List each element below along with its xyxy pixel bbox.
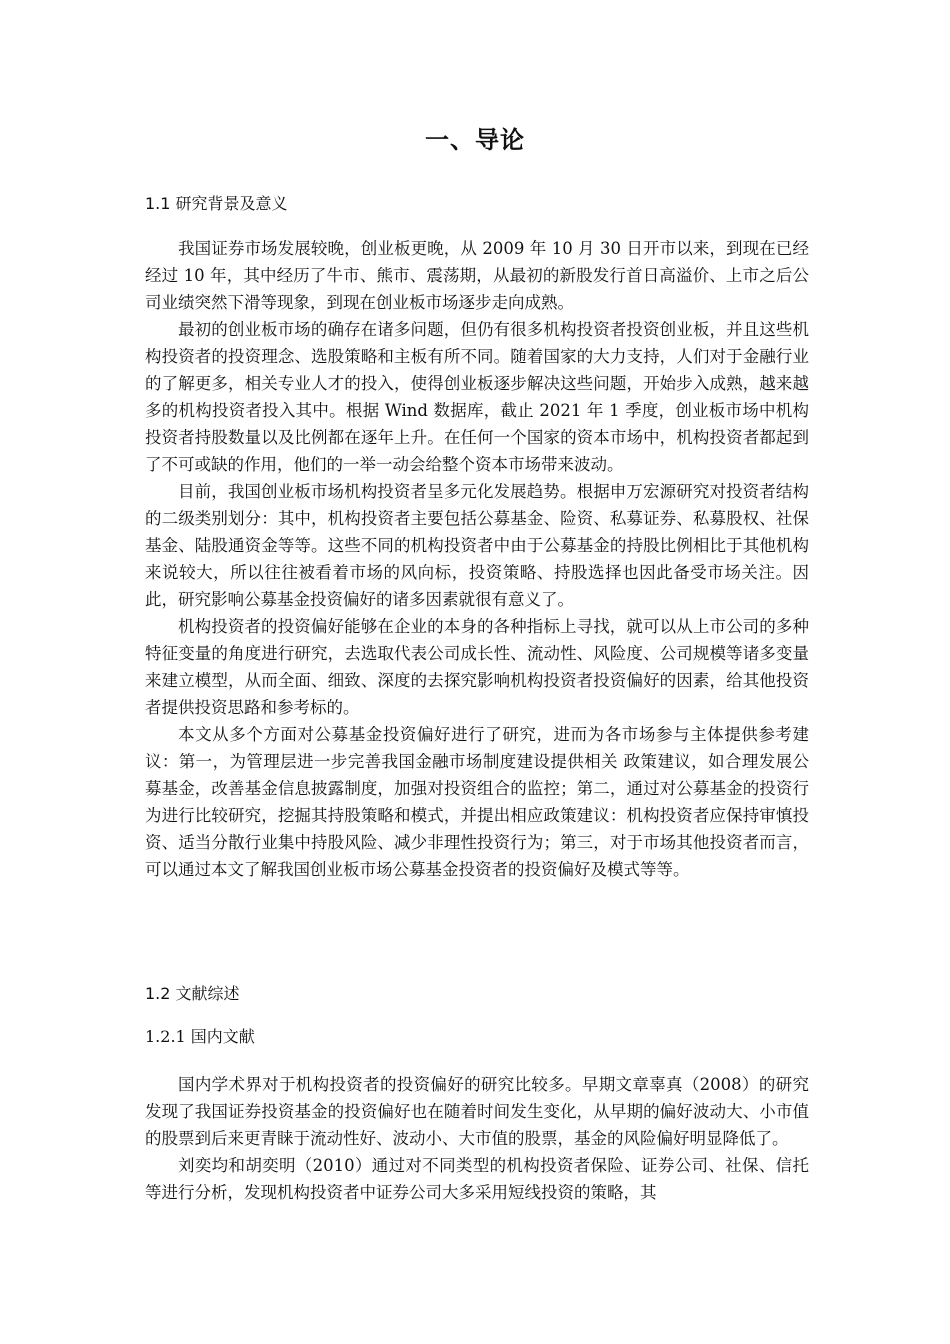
section-heading-1-2: 1.2 文献综述 (145, 984, 240, 1003)
paragraph: 国内学术界对于机构投资者的投资偏好的研究比较多。早期文章辜真（2008）的研究发现了我国证券投资基金的投资偏好也在随着时间发生变化，从早期的偏好波动大、小市值的股票到后来更青睐于流动性好、波动小、大市值的股票，基金的风险偏好明显降低了。 (145, 1075, 809, 1148)
section-heading-1-1: 1.1 研究背景及意义 (145, 194, 288, 213)
section-1-1-body (145, 235, 809, 883)
chapter-title: 一、导论 (425, 126, 525, 154)
paragraph: 本文从多个方面对公募基金投资偏好进行了研究，进而为各市场参与主体提供参考建议：第一，为管理层进一步完善我国金融市场制度建设提供相关 政策建议，如合理发展公募基金，改善基金信息披露制度，加强对投资组合的监控；第二，通过对公募基金的投资行为进行比较研究，挖掘其持股策略和模式，并提出相应政策建议：机构投资者应保持审慎投资、适当分散行业集中持股风险、减少非理性投资行为；第三，对于市场其他投资者而言，可以通过本文了解我国创业板市场公募基金投资者的投资偏好及模式等等。 (145, 725, 809, 879)
paragraph: 机构投资者的投资偏好能够在企业的本身的各种指标上寻找，就可以从上市公司的多种特征变量的角度进行研究，去选取代表公司成长性、流动性、风险度、公司规模等诸多变量来建立模型，从而全面、细致、深度的去探究影响机构投资者投资偏好的因素，给其他投资者提供投资思路和参考标的。 (145, 617, 809, 717)
subsection-heading-1-2-1: 1.2.1 国内文献 (145, 1027, 255, 1046)
paragraph: 目前，我国创业板市场机构投资者呈多元化发展趋势。根据申万宏源研究对投资者结构的二级类别划分：其中，机构投资者主要包括公募基金、险资、私募证券、私募股权、社保基金、陆股通资金等等。这些不同的机构投资者中由于公募基金的持股比例相比于其他机构来说较大，所以往往被看着市场的风向标，投资策略、持股选择也因此备受市场关注。因此，研究影响公募基金投资偏好的诸多因素就很有意义了。 (145, 482, 809, 609)
paragraph: 最初的创业板市场的确存在诸多问题，但仍有很多机构投资者投资创业板，并且这些机构投资者的投资理念、选股策略和主板有所不同。随着国家的大力支持，人们对于金融行业的了解更多，相关专业人才的投入，使得创业板逐步解决这些问题，开始步入成熟，越来越多的机构投资者投入其中。根据 Wind 数据库，截止 2021 年 1 季度，创业板市场中机构投资者持股数量以及比例都在逐年上升。在任何一个国家的资本市场中，机构投资者都起到了不可或缺的作用，他们的一举一动会给整个资本市场带来波动。 (145, 320, 809, 474)
paragraph: 刘奕均和胡奕明（2010）通过对不同类型的机构投资者保险、证券公司、社保、信托等进行分析，发现机构投资者中证券公司大多采用短线投资的策略，其 (145, 1156, 809, 1202)
paragraph: 我国证券市场发展较晚，创业板更晚，从 2009 年 10 月 30 日开市以来，到现在已经经过 10 年，其中经历了牛市、熊市、震荡期，从最初的新股发行首日高溢价、上市之后公司业绩突然下滑等现象，到现在创业板市场逐步走向成熟。 (145, 239, 809, 312)
section-1-2-1-body (145, 1071, 809, 1206)
